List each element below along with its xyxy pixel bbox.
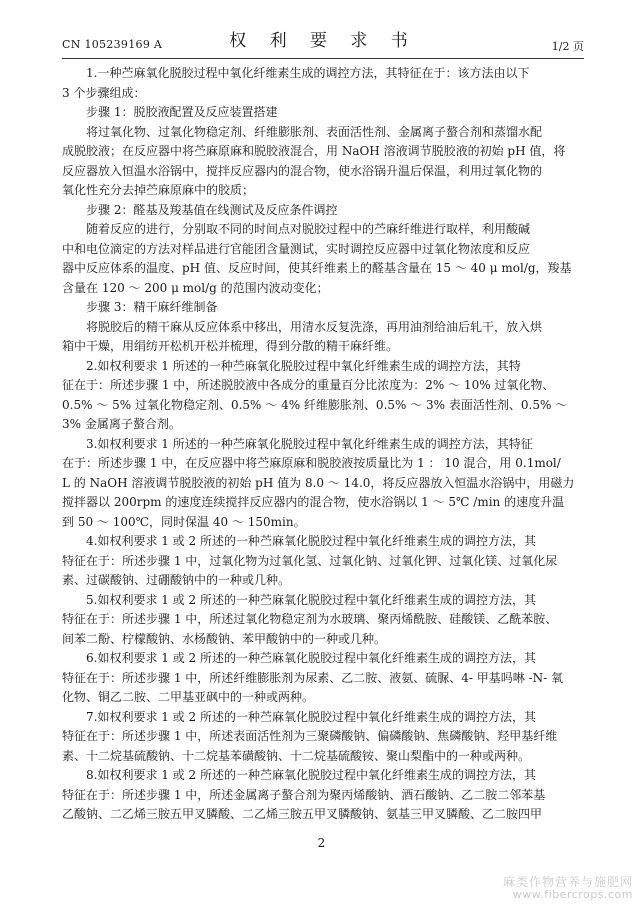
text-line: 素、过碳酸钠、过硼酸钠中的一种或几种。 [62,573,291,587]
text-line: 在于：所述步骤 1 中，在反应器中将苎麻原麻和脱胶液按质量比为 1 ： 10 混合，用 0.1mol/ [62,456,561,470]
text-line: 步骤 2：醛基及羧基值在线测试及反应条件调控 [86,202,338,217]
text-line: 1.一种苎麻氧化脱胶过程中氧化纤维素生成的调控方法，其特征在于：该方法由以下 [86,66,530,80]
page-number: 2 [317,836,326,850]
text-line: 氧化性充分去掉苎麻原麻中的胶质； [62,183,255,197]
text-line: 器中反应体系的温度、pH 值、反应时间，使其纤维素上的醛基含量在 15 ～ 40 μ mol/g，羧基 [62,261,572,275]
watermark-site-name: 麻类作物营养与施肥网 [502,874,633,889]
text-line: 化物、铜乙二胺、二甲基亚砜中的一种或两种。 [62,690,315,704]
header-rule [62,58,584,59]
claims-text [62,64,584,854]
text-line: 特征在于：所述步骤 1 中，所述纤维膨胀剂为尿素、乙二胺、液氨、硫脲、4- 甲基吗啉 -N- 氧 [62,670,564,685]
text-line: 3% 金属离子螯合剂。 [62,417,181,431]
text-line: 间苯二酚、柠檬酸钠、水杨酸钠、苯甲酸钠中的一种或几种。 [62,631,387,646]
text-line: 将过氧化物、过氧化物稳定剂、纤维膨胀剂、表面活性剂、金属离子螯合剂和蒸馏水配 [86,124,543,139]
text-line: 特征在于：所述步骤 1 中，所述过氧化物稳定剂为水玻璃、聚丙烯酰胺、硅酸镁、乙酰苯胺、 [62,612,558,626]
text-line: 搅拌器以 200rpm 的速度连续搅拌反应器内的混合物，使水浴锅以 1 ～ 5℃ /min 的速度升温 [62,495,565,509]
text-line: 素、十二烷基硫酸钠、十二烷基苯磺酸钠、十二烷基硫酸铵、聚山梨酯中的一种或两种。 [62,748,531,763]
watermark-url: www.fibercrops.com [512,888,633,902]
text-line: 含量在 120 ～ 200 μ mol/g 的范围内波动变化； [62,280,329,295]
text-line: 将脱胶后的精干麻从反应体系中移出，用清水反复洗涤，再用油剂给油后轧干，放入烘 [86,319,543,334]
text-line: 到 50 ～ 100℃，同时保温 40 ～ 150min。 [62,514,306,529]
text-line: 成脱胶液；在反应器中将苎麻原麻和脱胶液混合，用 NaOH 溶液调节脱胶液的初始 pH 值，将 [62,144,566,158]
watermark [503,876,633,902]
page-header [62,26,584,54]
patent-number: CN 105239169 A [62,38,163,51]
text-line: 4.如权利要求 1 或 2 所述的一种苎麻氧化脱胶过程中氧化纤维素生成的调控方法，其 [86,534,536,548]
text-line: 箱中干燥，用绢纺开松机开松并梳理，得到分散的精干麻纤维。 [62,339,399,353]
text-line: 反应器放入恒温水浴锅中，搅拌反应器内的混合物，使水浴锅升温后保温，利用过氧化物的 [62,163,543,178]
text-line: 3 个步骤组成： [62,85,146,100]
text-line: 步骤 3：精干麻纤维制备 [86,300,218,314]
text-line: 6.如权利要求 1 或 2 所述的一种苎麻氧化脱胶过程中氧化纤维素生成的调控方法，其 [86,651,536,665]
text-line: 5.如权利要求 1 或 2 所述的一种苎麻氧化脱胶过程中氧化纤维素生成的调控方法，其 [86,592,536,607]
page-count: 1/2 页 [551,40,584,53]
text-line: 特征在于：所述步骤 1 中，所述金属离子螯合剂为聚丙烯酸钠、酒石酸钠、乙二胺二邻苯基 [62,787,546,802]
text-line: 3.如权利要求 1 所述的一种苎麻氧化脱胶过程中氧化纤维素生成的调控方法，其特征 [86,436,533,451]
text-line: 中和电位滴定的方法对样品进行官能团含量测试，实时调控反应器中过氧化物浓度和反应 [62,241,531,256]
text-line: 乙酸钠、二乙烯三胺五甲叉膦酸、二乙烯三胺五甲叉膦酸钠、氨基三甲叉膦酸、乙二胺四甲 [62,807,543,821]
text-line: 2.如权利要求 1 所述的一种苎麻氧化脱胶过程中氧化纤维素生成的调控方法，其特 [86,358,521,373]
text-line: L 的 NaOH 溶液调节脱胶液的初始 pH 值为 8.0 ～ 14.0，将反应器放入恒温水浴锅中，用磁力 [62,475,575,490]
document-title: 权 利 要 求 书 [229,31,417,51]
text-line: 特征在于：所述步骤 1 中，过氧化物为过氧化氢、过氧化钠、过氧化钾、过氧化镁、过氧化尿 [62,553,558,568]
text-line: 8.如权利要求 1 或 2 所述的一种苎麻氧化脱胶过程中氧化纤维素生成的调控方法，其 [86,768,536,782]
text-line: 7.如权利要求 1 或 2 所述的一种苎麻氧化脱胶过程中氧化纤维素生成的调控方法，其 [86,709,536,724]
text-line: 随着反应的进行，分别取不同的时间点对脱胶过程中的苎麻纤维进行取样，利用酸碱 [86,222,531,236]
text-line: 步骤 1：脱胶液配置及反应装置搭建 [86,105,278,119]
text-line: 特征在于：所述步骤 1 中，所述表面活性剂为三聚磷酸钠、偏磷酸钠、焦磷酸钠、羟甲基纤维 [62,729,558,743]
text-line: 征在于：所述步骤 1 中，所述脱胶液中各成分的重量百分比浓度为：2% ～ 10% 过氧化物、 [62,378,555,392]
text-line: 0.5% ～ 5% 过氧化物稳定剂、0.5% ～ 4% 纤维膨胀剂、0.5% ～ 3% 表面活性剂、0.5% ～ [62,397,568,412]
